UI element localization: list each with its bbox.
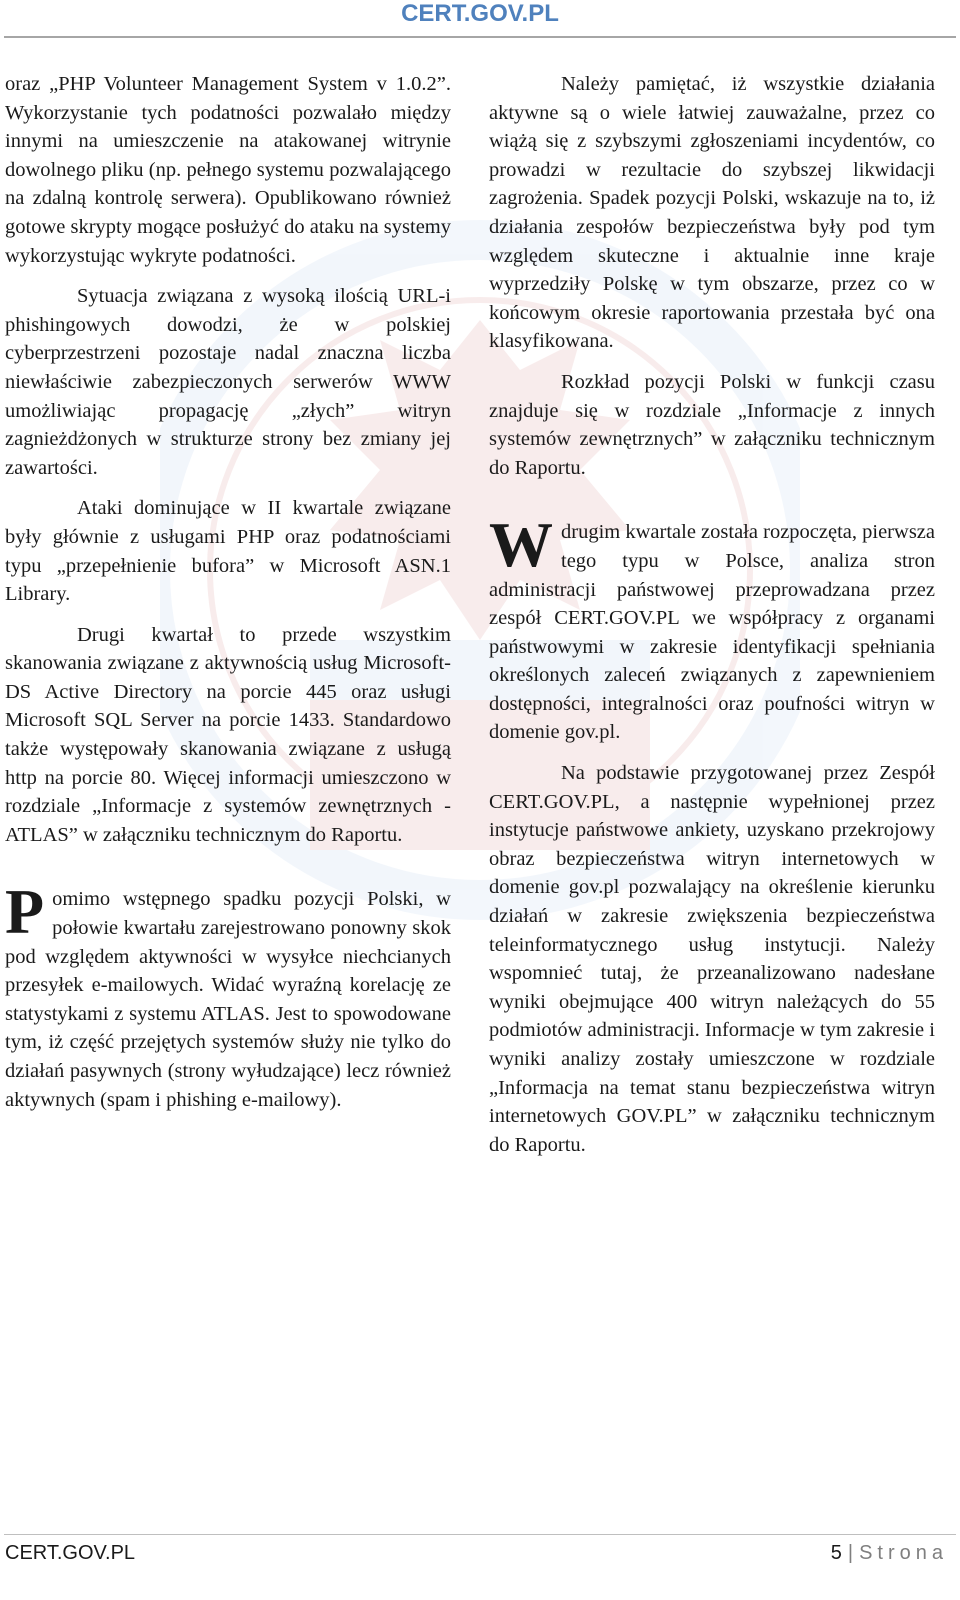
paragraph-with-dropcap [5,876,451,1114]
page-separator: | [847,1542,854,1564]
footer-org: CERT.GOV.PL [5,1542,136,1564]
drop-cap: P [5,876,45,948]
paragraph-text: drugim kwartale została rozpoczęta, pierwsza tego typu w Polsce, analiza stron administracji państwowej przeprowadzana przez zespół CERT.GOV.PL we współpracy z organami państwowymi w zakresie identyfikacji spełniania określonych zaleceń związanych z zapewnieniem dostępności, integralności oraz poufności witryn w domenie gov.pl. [489,521,935,744]
header-title: CERT.GOV.PL [401,0,559,27]
paragraph: Ataki dominujące w II kwartale związane były głównie z usługami PHP oraz podatnościami typu „przepełnienie bufora” w Microsoft ASN.1 Library. [5,497,451,606]
page-number [831,1542,948,1565]
page-header [0,0,960,40]
paragraph: oraz „PHP Volunteer Management System v 1.0.2”. Wykorzystanie tych podatności pozwalało między innymi na umieszczenie na atakowanej witrynie dowolnego pliku (np. pełnego systemu pozwalającego na zdalną kontrolę serwera). Opublikowano również gotowe skrypty mogące posłużyć do ataku na systemy wykorzystując wykryte podatności. [5,73,451,267]
paragraph: Sytuacja związana z wysoką ilością URL-i phishingowych dowodzi, że w polskiej cyberprzestrzeni pozostaje nadal znaczna liczba niewłaściwie zabezpieczonych serwerów WWW umożliwiając propagację „złych” witryn zagnieżdżonych w strukturze strony bez zmiany jej zawartości. [5,285,451,479]
left-column [5,70,451,1126]
paragraph: Na podstawie przygotowanej przez Zespół CERT.GOV.PL, a następnie wypełnionej przez instytucje państwowe ankiety, uzyskano przekrojowy obraz bezpieczeństwa witryn internetowych w domenie gov.pl pozwalający na określenie kierunku działań w zakresie zwiększenia bezpieczeństwa teleinformatycznego usług instytucji. Należy wspomnieć tutaj, że przeanalizowano nadesłane wyniki obejmujące 400 witryn należących do 55 podmiotów administracji. Informacje w tym zakresie i wyniki analizy zostały umieszczone w rozdziale „Informacja na temat stanu bezpieczeństwa witryn internetowych GOV.PL” w załączniku technicznym do Raportu. [489,762,935,1156]
drop-cap: W [489,509,553,581]
paragraph: Drugi kwartał to przede wszystkim skanowania związane z aktywnością usług Microsoft-DS Active Directory na porcie 445 oraz usługi Microsoft SQL Server na porcie 1433. Standardowo także występowały skanowania związane z usługą http na porcie 80. Więcej informacji umieszczono w rozdziale „Informacje z systemów zewnętrznych - ATLAS” w załączniku technicznym do Raportu. [5,623,451,846]
paragraph-text: omimo wstępnego spadku pozycji Polski, w połowie kwartału zarejestrowano ponowny skok pod względem aktywności w wysyłce niechcianych przesyłek e-mailowych. Widać wyraźną korelację ze statystykami z systemu ATLAS. Jest to spowodowane tym, iż część przejętych systemów służy nie tylko do działań pasywnych (strony wyłudzające) lecz również aktywnych (spam i phishing e-mailowy). [5,888,451,1111]
paragraph: Rozkład pozycji Polski w funkcji czasu znajduje się w rozdziale „Informacje z innych systemów zewnętrznych” w załączniku technicznym do Raportu. [489,370,935,479]
footer-divider [4,1534,956,1535]
header-divider [4,36,956,38]
paragraph: Należy pamiętać, iż wszystkie działania aktywne są o wiele łatwiej zauważalne, przez co wiążą się z szybszymi zgłoszeniami incydentów, co prowadzi w rezultacie do szybszej likwidacji zagrożenia. Spadek pozycji Polski, wskazuje na to, iż działania zespołów bezpieczeństwa były pod tym względem skuteczne i aktualnie inne kraje wyprzedziły Polskę w tym obszarze, przez co w końcowym okresie raportowania przestała być ona klasyfikowana. [489,73,935,353]
paragraph-with-dropcap [489,509,935,747]
page-number-value: 5 [830,1542,842,1564]
right-column [489,70,935,1171]
page-word: Strona [859,1542,948,1564]
